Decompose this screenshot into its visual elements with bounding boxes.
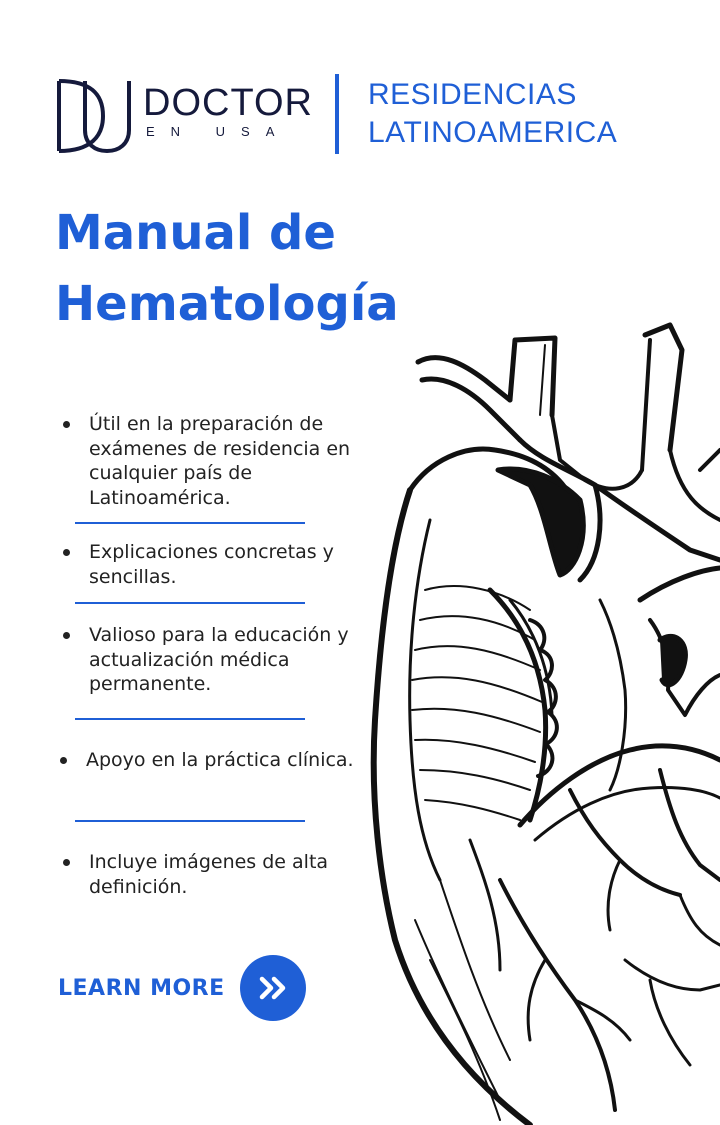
brand-name: DOCTOR bbox=[143, 82, 313, 124]
feature-item bbox=[55, 748, 365, 773]
learn-more-link[interactable]: LEARN MORE bbox=[58, 976, 225, 1001]
title-line-1: Manual de bbox=[55, 205, 336, 261]
tagline-line-1: RESIDENCIAS bbox=[368, 78, 577, 111]
learn-more-arrow-button[interactable] bbox=[240, 955, 306, 1021]
feature-text: Apoyo en la práctica clínica. bbox=[86, 749, 354, 771]
feature-divider bbox=[75, 820, 305, 822]
feature-text: Explicaciones concretas y sencillas. bbox=[89, 541, 334, 588]
double-chevron-right-icon bbox=[259, 976, 289, 1000]
feature-item bbox=[58, 412, 368, 510]
bullet-icon bbox=[63, 632, 70, 639]
bullet-icon bbox=[63, 859, 70, 866]
anatomical-heart-illustration bbox=[370, 320, 720, 1125]
bullet-icon bbox=[63, 421, 70, 428]
feature-divider bbox=[75, 602, 305, 604]
feature-text: Valioso para la educación y actualización médica permanente. bbox=[89, 624, 349, 695]
page-title bbox=[55, 198, 475, 340]
feature-item bbox=[58, 850, 368, 899]
bullet-icon bbox=[63, 549, 70, 556]
feature-text: Incluye imágenes de alta definición. bbox=[89, 851, 329, 898]
brand-subname: EN USA bbox=[146, 124, 291, 139]
feature-divider bbox=[75, 522, 305, 524]
bullet-icon bbox=[60, 757, 67, 764]
feature-text: Útil en la preparación de exámenes de residencia en cualquier país de Latinoamérica. bbox=[89, 413, 351, 509]
header-tagline bbox=[368, 76, 617, 152]
header-divider bbox=[335, 74, 339, 154]
feature-item bbox=[58, 540, 368, 589]
tagline-line-2: LATINOAMERICA bbox=[368, 116, 618, 149]
feature-item bbox=[58, 623, 368, 697]
brand-monogram-logo bbox=[55, 78, 133, 154]
title-line-2: Hematología bbox=[55, 276, 399, 332]
feature-divider bbox=[75, 718, 305, 720]
